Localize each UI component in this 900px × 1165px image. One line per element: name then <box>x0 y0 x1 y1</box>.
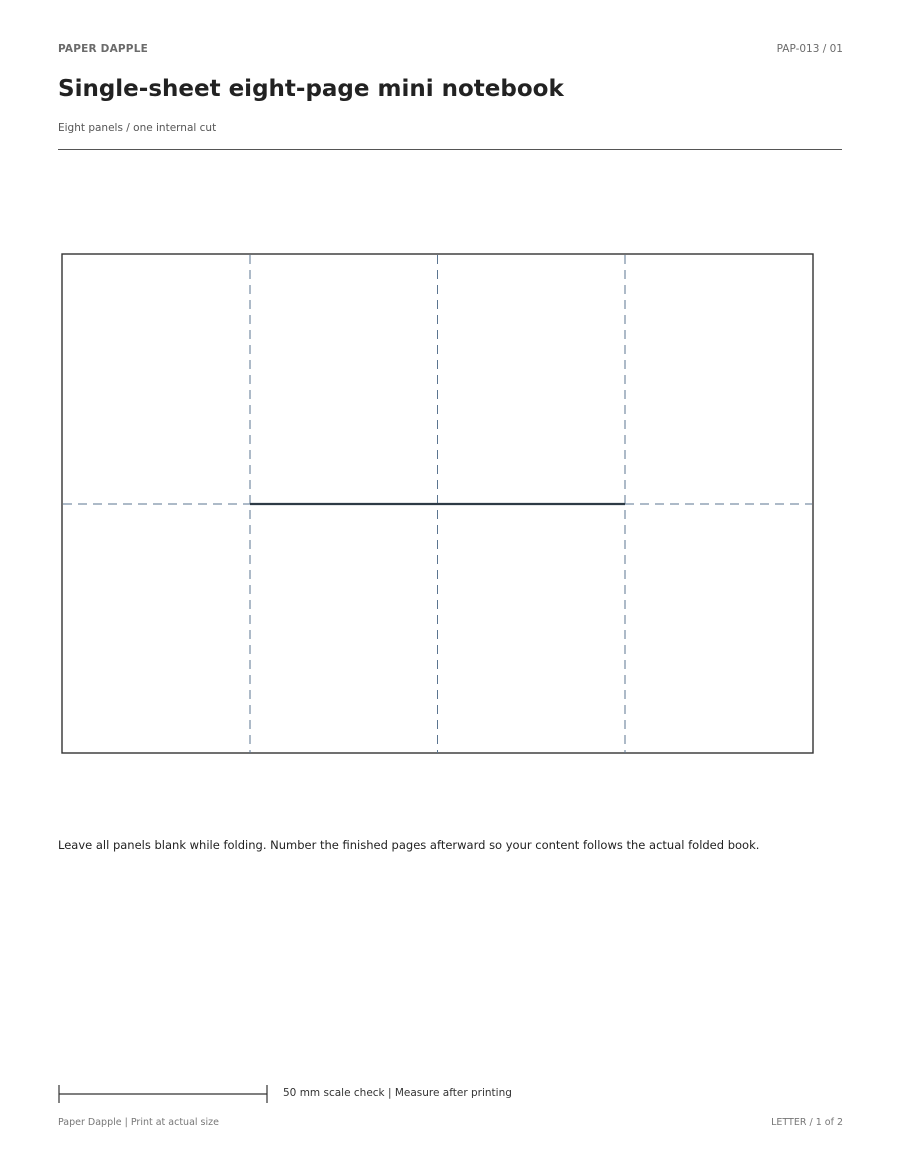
footer-page-info: LETTER / 1 of 2 <box>771 1117 843 1128</box>
page-subtitle: Eight panels / one internal cut <box>58 122 217 134</box>
header-divider <box>58 149 842 150</box>
folding-instruction: Leave all panels blank while folding. Number the finished pages afterward so your content follows the actual folded book. <box>58 838 760 852</box>
document-id: PAP-013 / 01 <box>776 43 843 55</box>
scale-bar <box>58 1084 270 1104</box>
footer-left: Paper Dapple | Print at actual size <box>58 1117 219 1128</box>
scale-check-label: 50 mm scale check | Measure after printing <box>283 1087 512 1099</box>
notebook-template <box>61 253 815 756</box>
brand-name: PAPER DAPPLE <box>58 43 148 55</box>
page-title: Single-sheet eight-page mini notebook <box>58 76 564 102</box>
